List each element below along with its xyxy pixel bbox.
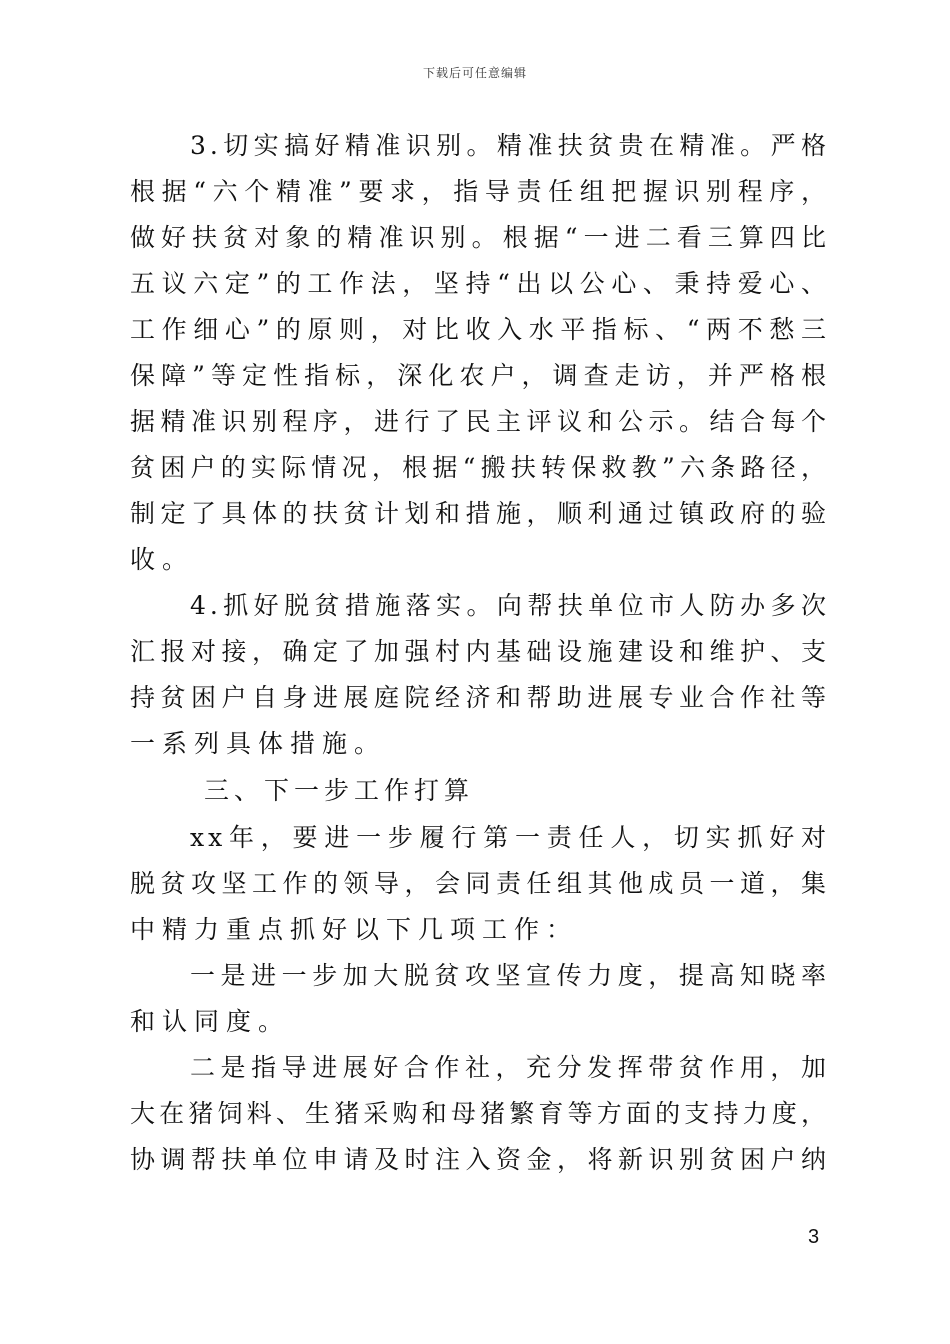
text-line: 脱贫攻坚工作的领导，会同责任组其他成员一道，集 [130, 869, 830, 898]
text-line: 汇报对接，确定了加强村内基础设施建设和维护、支 [130, 637, 830, 666]
text-line: 一是进一步加大脱贫攻坚宣传力度，提高知晓率 [190, 961, 830, 990]
document-body [130, 123, 830, 1183]
text-line: 和认同度。 [130, 1007, 291, 1036]
text-line: 二是指导进展好合作社，充分发挥带贫作用，加 [190, 1053, 830, 1082]
text-line: 大在猪饲料、生猪采购和母猪繁育等方面的支持力度， [130, 1099, 830, 1128]
text-line: 工作细心”的原则，对比收入水平指标、“两不愁三 [130, 315, 830, 344]
text-line: 据精准识别程序，进行了民主评议和公示。结合每个 [130, 407, 830, 436]
paragraph-next-year-plan [130, 815, 830, 953]
text-line: 五议六定”的工作法，坚持“出以公心、秉持爱心、 [130, 269, 830, 298]
page-header: 下载后可任意编辑 [422, 66, 527, 80]
text-line: 制定了具体的扶贫计划和措施，顺利通过镇政府的验 [130, 499, 830, 528]
paragraph-precise-identification [130, 123, 830, 583]
paragraph-item-two [130, 1045, 830, 1183]
paragraph-poverty-measures [130, 583, 830, 767]
text-line: 3.切实搞好精准识别。精准扶贫贵在精准。严格 [190, 131, 830, 160]
text-line: 持贫困户自身进展庭院经济和帮助进展专业合作社等 [130, 683, 830, 712]
text-line: 做好扶贫对象的精准识别。根据“一进二看三算四比 [130, 223, 830, 252]
page-number: 3 [808, 1226, 820, 1248]
text-line: 收。 [130, 545, 195, 574]
text-line: 贫困户的实际情况，根据“搬扶转保救教”六条路径， [130, 453, 830, 482]
text-line: 一系列具体措施。 [130, 729, 387, 758]
text-line: 保障”等定性指标，深化农户，调查走访，并严格根 [130, 361, 830, 390]
text-line: 中精力重点抓好以下几项工作： [130, 915, 579, 944]
text-line: 协调帮扶单位申请及时注入资金，将新识别贫困户纳 [130, 1145, 830, 1174]
section-heading: 三、下一步工作打算 [204, 776, 475, 805]
text-line: xx年，要进一步履行第一责任人，切实抓好对 [190, 823, 830, 852]
text-line: 根据“六个精准”要求，指导责任组把握识别程序， [130, 177, 830, 206]
paragraph-item-one [130, 953, 830, 1045]
text-line: 4.抓好脱贫措施落实。向帮扶单位市人防办多次 [190, 591, 830, 620]
